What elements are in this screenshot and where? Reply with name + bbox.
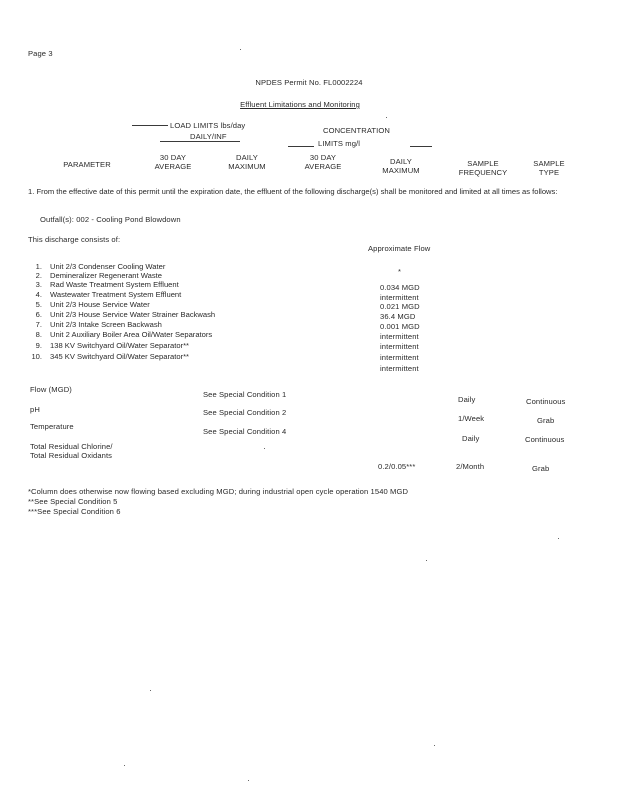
concentration-header: CONCENTRATION	[323, 126, 390, 135]
scan-speck	[264, 448, 265, 449]
col-type: SAMPLE TYPE	[533, 159, 565, 177]
limit-flow: See Special Condition 1	[203, 390, 287, 399]
flow-value: intermittent	[380, 342, 419, 351]
load-limits-sub: DAILY/INF	[190, 132, 227, 141]
type-temperature: Continuous	[525, 435, 565, 444]
param-temperature: Temperature	[30, 422, 74, 431]
intro-paragraph: 1. From the effective date of this permit until the expiration date, the effluent of the following discharge(s) shall be monitored and limited at all times as follows:	[28, 187, 558, 196]
rule-load-sub	[160, 141, 240, 142]
list-item: 7. Unit 2/3 Intake Screen Backwash	[35, 320, 162, 329]
flow-value: 36.4 MGD	[380, 312, 416, 321]
load-limits-header: LOAD LIMITS lbs/day	[170, 121, 246, 130]
footnote: ***See Special Condition 6	[28, 507, 121, 516]
flow-value: 0.021 MGD	[380, 302, 420, 311]
col-load-30day: 30 DAY AVERAGE	[154, 153, 192, 171]
col-frequency: SAMPLE FREQUENCY	[458, 159, 508, 177]
scan-speck	[240, 49, 241, 50]
list-item: 8. Unit 2 Auxiliary Boiler Area Oil/Water Separators	[35, 330, 213, 339]
col-parameter: PARAMETER	[63, 160, 111, 169]
page-number: Page 3	[28, 49, 53, 58]
type-ph: Grab	[537, 416, 555, 425]
flow-value: intermittent	[380, 293, 419, 302]
rule-load-left	[132, 125, 168, 126]
list-item: 5. Unit 2/3 House Service Water	[35, 300, 150, 309]
col-conc-daily: DAILY MAXIMUM	[382, 157, 420, 175]
list-item: 2. Demineralizer Regenerant Waste	[35, 271, 162, 280]
flow-value: 0.034 MGD	[380, 283, 420, 292]
freq-flow: Daily	[458, 395, 476, 404]
scan-speck	[386, 117, 387, 118]
concentration-sub: LIMITS mg/l	[318, 139, 361, 148]
scan-speck	[426, 560, 427, 561]
freq-chlorine: 2/Month	[456, 462, 485, 471]
freq-temperature: Daily	[462, 434, 480, 443]
rule-conc-right	[410, 146, 432, 147]
scan-speck	[558, 538, 559, 539]
scan-speck	[124, 765, 125, 766]
approx-flow-label: Approximate Flow	[368, 244, 431, 253]
section-title: Effluent Limitations and Monitoring	[240, 100, 360, 109]
conc-chlorine: 0.2/0.05***	[378, 462, 416, 471]
footnote: **See Special Condition 5	[28, 497, 118, 506]
col-load-daily: DAILY MAXIMUM	[228, 153, 266, 171]
param-chlorine: Total Residual Chlorine/ Total Residual Oxidants	[30, 442, 113, 460]
flow-value: intermittent	[380, 332, 419, 341]
scan-speck	[248, 780, 249, 781]
list-item: 9. 138 KV Switchyard Oil/Water Separator**	[35, 341, 189, 350]
outfall-label: Outfall(s): 002 - Cooling Pond Blowdown	[40, 215, 181, 224]
consists-label: This discharge consists of:	[28, 235, 121, 244]
list-item: 10. 345 KV Switchyard Oil/Water Separator**	[31, 352, 189, 361]
col-conc-30day: 30 DAY AVERAGE	[304, 153, 342, 171]
limit-temperature: See Special Condition 4	[203, 427, 287, 436]
freq-ph: 1/Week	[458, 414, 485, 423]
list-item: 1. Unit 2/3 Condenser Cooling Water	[35, 262, 166, 271]
flow-dash: *	[398, 267, 402, 276]
scan-speck	[434, 745, 435, 746]
param-ph: pH	[30, 405, 40, 414]
rule-conc-left	[288, 146, 314, 147]
flow-value: intermittent	[380, 353, 419, 362]
flow-value: intermittent	[380, 364, 419, 373]
limit-ph: See Special Condition 2	[203, 408, 287, 417]
footnote: *Column does otherwise now flowing based excluding MGD; during industrial open cycle operation 1540 MGD	[28, 487, 409, 496]
flow-value: 0.001 MGD	[380, 322, 420, 331]
type-flow: Continuous	[526, 397, 566, 406]
permit-title: NPDES Permit No. FL0002224	[255, 78, 363, 87]
list-item: 4. Wastewater Treatment System Effluent	[35, 290, 182, 299]
param-flow: Flow (MGD)	[30, 385, 72, 394]
list-item: 3. Rad Waste Treatment System Effluent	[35, 280, 179, 289]
list-item: 6. Unit 2/3 House Service Water Strainer Backwash	[35, 310, 216, 319]
scan-speck	[150, 690, 151, 691]
type-chlorine: Grab	[532, 464, 550, 473]
